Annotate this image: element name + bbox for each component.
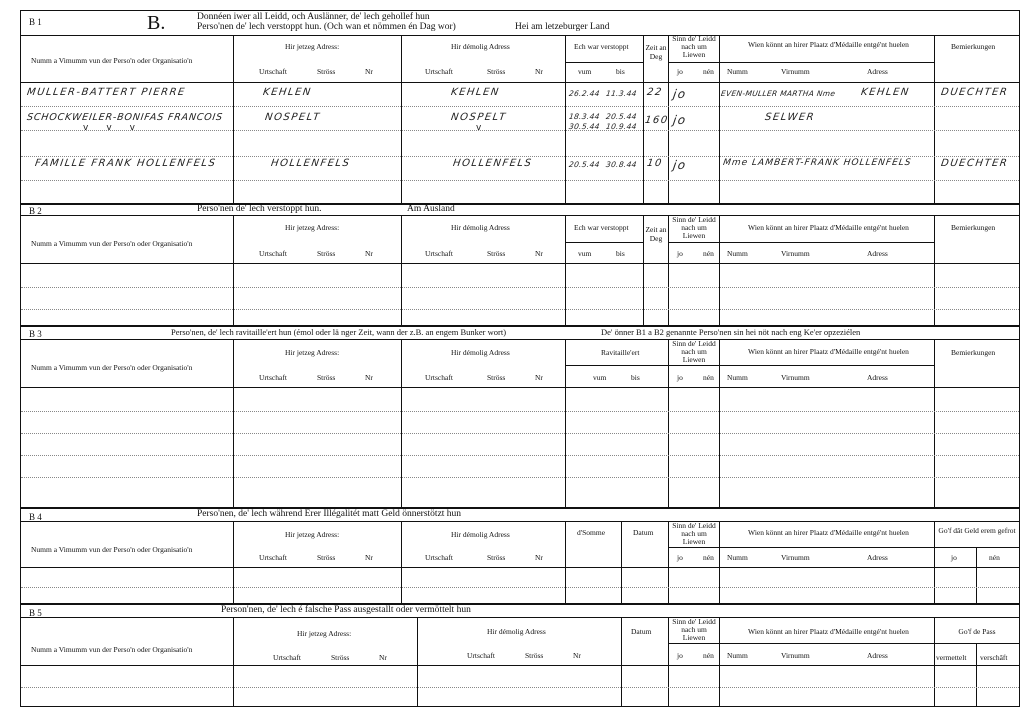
header-street: Ströss (487, 373, 506, 382)
header-no: nén (703, 67, 714, 76)
entry-former-locality: NOSPELT (450, 112, 508, 123)
section-b4-title: Perso'nen, de' lech während Erer Illégalitét matt Geld önnerstötzt hun (197, 509, 462, 519)
header-medal: Wien könnt an hirer Plaatz d'Médaille entgé'nt huelen (748, 528, 909, 537)
tick-marks: vvv (83, 123, 153, 133)
header-firstname: Virnumm (781, 373, 810, 382)
header-surname: Numm (727, 373, 748, 382)
header-date: Datum (631, 627, 652, 636)
entry-hidden-to: 20.5.44 (605, 112, 638, 121)
header-firstname: Virnumm (781, 553, 810, 562)
header-number: Nr (365, 249, 373, 258)
section-b1-label: B 1 (29, 17, 42, 27)
header-money-asked-back: Go'f dât Geld erem gefrot (938, 526, 1016, 535)
header-street: Ströss (317, 249, 336, 258)
header-address: Adress (867, 651, 888, 660)
entry-name: SCHOCKWEILER-BONIFAS FRANCOIS (26, 112, 224, 123)
header-number: Nr (535, 249, 543, 258)
header-locality: Urtschaft (425, 373, 453, 382)
header-no: nén (703, 651, 714, 660)
entry-yes: jo (672, 158, 688, 172)
section-b1 (20, 10, 1020, 204)
entry-former-locality: KEHLEN (450, 87, 501, 98)
header-current-address: Hir jetzeg Adress: (285, 42, 340, 51)
header-yes: jo (677, 651, 683, 660)
header-sum: d'Somme (577, 528, 606, 537)
entry-medal-name: SELWER (764, 112, 816, 123)
section-b4-label: B 4 (29, 512, 42, 522)
section-b4 (20, 508, 1020, 604)
header-locality: Urtschaft (259, 249, 287, 258)
header-street: Ströss (487, 67, 506, 76)
header-street: Ströss (317, 373, 336, 382)
section-b1-title-line1: Donnéen iwer all Leidd, och Auslänner, de' lech gehollef hun (197, 12, 430, 22)
header-address: Adress (867, 373, 888, 382)
section-b3-title-right: De' önner B1 a B2 genannte Perso'nen sin hei nöt nach eng Ke'er opzeziélen (601, 327, 861, 337)
header-street: Ströss (317, 553, 336, 562)
header-name: Numm a Vimumm vun der Perso'n oder Organisatio'n (31, 239, 193, 248)
header-address: Adress (867, 67, 888, 76)
header-former-address: Hir démolig Adress (487, 627, 546, 636)
header-surname: Numm (727, 67, 748, 76)
entry-remark: DUECHTER (940, 158, 1009, 169)
header-number: Nr (535, 67, 543, 76)
header-current-address: Hir jetzeg Adress: (285, 348, 340, 357)
header-remarks: Bemierkungen (951, 348, 996, 357)
header-former-address: Hir démolig Adress (451, 223, 510, 232)
entry-hidden-to: 30.8.44 (605, 160, 638, 169)
header-supplied: Ravitaille'ert (601, 348, 640, 357)
header-pass: Go'f de Pass (958, 627, 996, 636)
header-street: Ströss (487, 553, 506, 562)
entry-medal-name: EVEN-MULLER MARTHA Nme (720, 89, 836, 98)
entry-days: 10 (646, 158, 664, 169)
header-former-address: Hir démolig Adress (451, 530, 510, 539)
header-surname: Numm (727, 651, 748, 660)
entry-yes: jo (672, 113, 688, 127)
header-firstname: Virnumm (781, 651, 810, 660)
tick-marks: v (476, 123, 500, 133)
section-b3-title: Perso'nen, de' lech ravitaille'ert hun (émol oder lä nger Zeit, wann der z.B. an engem Bunker wort) (171, 327, 507, 337)
header-locality: Urtschaft (467, 651, 495, 660)
header-mediated: vermettelt (936, 653, 967, 662)
header-sense: Sinn de' Leidd nach um Liewen (672, 617, 716, 642)
header-current-address: Hir jetzeg Adress: (285, 530, 340, 539)
header-sense: Sinn de' Leidd nach um Liewen (672, 521, 716, 546)
section-b2-title-right: Am Ausland (407, 204, 455, 214)
section-b2-title: Perso'nen de' lech verstoppt hun. (197, 204, 322, 214)
header-former-address: Hir démolig Adress (451, 348, 510, 357)
header-surname: Numm (727, 249, 748, 258)
header-number: Nr (535, 553, 543, 562)
entry-days: 160 (644, 115, 670, 126)
header-surname: Numm (727, 553, 748, 562)
entry-medal-address: KEHLEN (860, 87, 911, 98)
entry-medal-name: Mme LAMBERT-FRANK HOLLENFELS (722, 158, 913, 168)
header-sense: Sinn de' Leidd nach um Liewen (672, 339, 716, 364)
header-number: Nr (535, 373, 543, 382)
entry-current-locality: KEHLEN (262, 87, 313, 98)
header-no: nén (989, 553, 1000, 562)
section-b1-title-right: Hei am letzeburger Land (515, 22, 610, 32)
header-locality: Urtschaft (259, 553, 287, 562)
entry-name: FAMILLE FRANK HOLLENFELS (34, 158, 218, 169)
header-locality: Urtschaft (273, 653, 301, 662)
header-locality: Urtschaft (259, 373, 287, 382)
entry-current-locality: HOLLENFELS (270, 158, 352, 169)
header-no: nén (703, 373, 714, 382)
header-locality: Urtschaft (425, 553, 453, 562)
entry-yes: jo (672, 87, 688, 101)
entry-hidden-from: 18.3.44 (568, 112, 601, 121)
header-sense: Sinn de' Leidd nach um Liewen (672, 34, 716, 59)
header-medal: Wien könnt an hirer Plaatz d'Médaille entgé'nt huelen (748, 627, 909, 636)
header-current-address: Hir jetzeg Adress: (285, 223, 340, 232)
header-yes: jo (677, 67, 683, 76)
header-locality: Urtschaft (425, 249, 453, 258)
header-yes: jo (677, 373, 683, 382)
entry-hidden-from: 30.5.44 (568, 122, 601, 131)
header-name: Numm a Vimumm vun der Perso'n oder Organisatio'n (31, 645, 193, 654)
header-yes: jo (677, 249, 683, 258)
header-from: vum (578, 67, 592, 76)
header-number: Nr (365, 373, 373, 382)
header-street: Ströss (525, 651, 544, 660)
header-street: Ströss (331, 653, 350, 662)
header-number: Nr (365, 67, 373, 76)
header-to: bis (616, 249, 625, 258)
entry-name: MULLER-BATTERT PIERRE (26, 87, 187, 98)
header-yes: jo (951, 553, 957, 562)
header-from: vum (593, 373, 607, 382)
header-no: nén (703, 249, 714, 258)
header-remarks: Bemierkungen (951, 223, 996, 232)
header-medal: Wien könnt an hirer Plaatz d'Médaille entgé'nt huelen (748, 223, 909, 232)
section-b5-label: B 5 (29, 608, 42, 618)
section-b2 (20, 204, 1020, 326)
header-no: nén (703, 553, 714, 562)
header-number: Nr (573, 651, 581, 660)
header-street: Ströss (317, 67, 336, 76)
section-b5 (20, 604, 1020, 707)
header-firstname: Virnumm (781, 249, 810, 258)
header-to: bis (616, 67, 625, 76)
header-sense: Sinn de' Leidd nach um Liewen (672, 215, 716, 240)
entry-hidden-from: 20.5.44 (568, 160, 601, 169)
header-remarks: Bemierkungen (951, 42, 996, 51)
header-yes: jo (677, 553, 683, 562)
entry-former-locality: HOLLENFELS (452, 158, 534, 169)
header-street: Ströss (487, 249, 506, 258)
header-time: Zeit an Deg (645, 43, 667, 61)
header-from: vum (578, 249, 592, 258)
header-time: Zeit an Deg (645, 225, 667, 243)
entry-remark: DUECHTER (940, 87, 1009, 98)
entry-hidden-to: 10.9.44 (605, 122, 638, 131)
section-b1-big-letter: B. (147, 12, 166, 34)
entry-current-locality: NOSPELT (264, 112, 322, 123)
header-former-address: Hir démolig Adress (451, 42, 510, 51)
header-number: Nr (379, 653, 387, 662)
header-name: Numm a Vimumm vun der Perso'n oder Organisatio'n (31, 363, 193, 372)
header-locality: Urtschaft (259, 67, 287, 76)
section-b2-label: B 2 (29, 206, 42, 216)
header-to: bis (631, 373, 640, 382)
entry-hidden-from: 26.2.44 (568, 89, 601, 98)
entry-days: 22 (646, 87, 664, 98)
header-address: Adress (867, 553, 888, 562)
section-b5-title: Person'nen, de' lech é falsche Pass ausgestallt oder vermöttelt hun (221, 605, 471, 615)
section-b3 (20, 326, 1020, 508)
header-locality: Urtschaft (425, 67, 453, 76)
section-b3-label: B 3 (29, 329, 42, 339)
header-hidden: Ech war verstoppt (574, 42, 629, 51)
header-issued: verschâft (980, 653, 1008, 662)
header-name: Numm a Vimumm vun der Perso'n oder Organisatio'n (31, 56, 193, 65)
header-date: Datum (633, 528, 654, 537)
header-firstname: Virnumm (781, 67, 810, 76)
header-address: Adress (867, 249, 888, 258)
header-medal: Wien könnt an hirer Plaatz d'Médaille entgé'nt huelen (748, 40, 909, 49)
header-hidden: Ech war verstoppt (574, 223, 629, 232)
section-b1-title-line2: Perso'nen de' lech verstoppt hun. (Och wan et nömmen én Dag wor) (197, 22, 456, 32)
header-current-address: Hir jetzeg Adress: (297, 629, 352, 638)
header-name: Numm a Vimumm vun der Perso'n oder Organisatio'n (31, 545, 193, 554)
entry-hidden-to: 11.3.44 (605, 89, 638, 98)
header-medal: Wien könnt an hirer Plaatz d'Médaille entgé'nt huelen (748, 347, 909, 356)
header-number: Nr (365, 553, 373, 562)
